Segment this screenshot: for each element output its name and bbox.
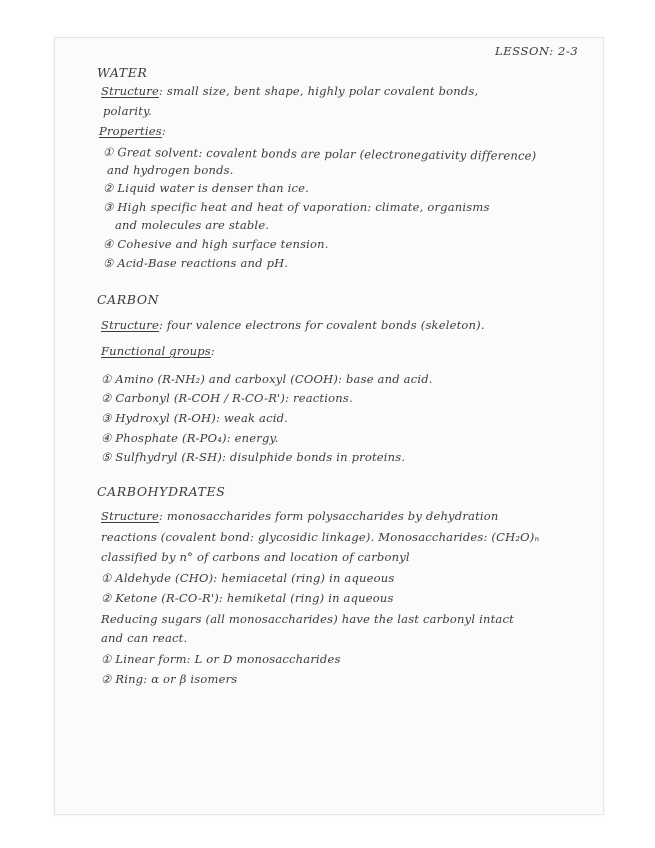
carbon-structure-text: : four valence electrons for covalent bonds (skeleton).	[158, 318, 485, 332]
water-property-2: ② Liquid water is denser than ice.	[103, 181, 310, 195]
carbohydrates-form-2: ② Ring: α or β isomers	[101, 672, 238, 686]
carbon-group-5: ⑤ Sulfhydryl (R-SH): disulphide bonds in proteins.	[101, 450, 406, 464]
carbon-heading: CARBON	[97, 292, 160, 307]
carbohydrates-heading: CARBOHYDRATES	[97, 484, 226, 499]
water-structure-line	[101, 84, 478, 98]
carbohydrates-line-2: reactions (covalent bond: glycosidic linkage). Monosaccharides: (CH₂O)ₙ	[101, 530, 540, 544]
carbohydrates-line-6: Reducing sugars (all monosaccharides) have the last carbonyl intact	[101, 612, 514, 626]
water-property-1b: and hydrogen bonds.	[107, 163, 234, 177]
water-property-5: ⑤ Acid-Base reactions and pH.	[103, 256, 289, 270]
carbohydrates-item-2: ② Ketone (R-CO-R'): hemiketal (ring) in aqueous	[101, 591, 394, 605]
carbon-group-2: ② Carbonyl (R-COH / R-CO-R'): reactions.	[101, 391, 353, 405]
carbohydrates-structure-line	[101, 509, 499, 523]
carbohydrates-item-1: ① Aldehyde (CHO): hemiacetal (ring) in aqueous	[101, 571, 395, 585]
water-heading: WATER	[97, 65, 148, 80]
carbon-structure-label: Structure	[101, 318, 159, 332]
carbon-structure-line	[101, 318, 485, 332]
water-property-1a: ① Great solvent: covalent bonds are polar (electronegativity difference)	[102, 145, 537, 163]
water-property-3b: and molecules are stable.	[115, 218, 270, 232]
carbohydrates-structure-label: Structure	[101, 509, 159, 523]
carbon-groups-heading	[101, 344, 215, 358]
lesson-label: LESSON: 2-3	[495, 44, 579, 58]
water-property-4: ④ Cohesive and high surface tension.	[103, 237, 329, 251]
carbon-group-1: ① Amino (R-NH₂) and carboxyl (COOH): base and acid.	[101, 372, 433, 386]
water-structure-label: Structure	[101, 84, 159, 98]
water-properties-colon: :	[161, 124, 166, 138]
carbon-group-4: ④ Phosphate (R-PO₄): energy.	[101, 431, 279, 445]
carbon-groups-label: Functional groups	[101, 344, 211, 358]
carbon-groups-colon: :	[210, 344, 215, 358]
water-property-3a: ③ High specific heat and heat of vaporation: climate, organisms	[103, 200, 490, 214]
carbohydrates-line-7: and can react.	[101, 631, 188, 645]
carbohydrates-form-1: ① Linear form: L or D monosaccharides	[101, 652, 341, 666]
water-structure-cont: polarity.	[103, 104, 153, 118]
carbon-group-3: ③ Hydroxyl (R-OH): weak acid.	[101, 411, 289, 425]
notebook-page	[54, 37, 604, 815]
water-structure-text: : small size, bent shape, highly polar covalent bonds,	[158, 84, 479, 98]
water-properties-label: Properties	[99, 124, 162, 138]
carbohydrates-line-3: classified by n° of carbons and location of carbonyl	[101, 550, 410, 564]
carbohydrates-structure-text: : monosaccharides form polysaccharides by dehydration	[158, 509, 499, 523]
water-properties-heading	[99, 124, 166, 138]
